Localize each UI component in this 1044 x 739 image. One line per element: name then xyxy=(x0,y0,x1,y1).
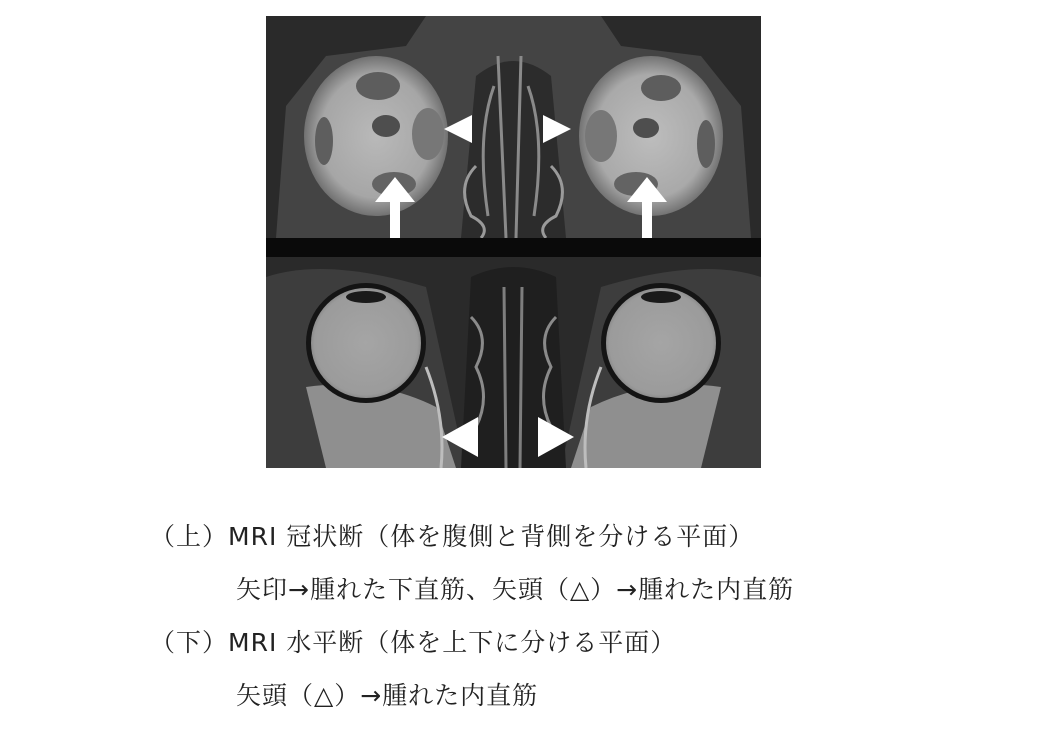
caption-line-axial-legend: 矢頭（△）→腫れた内直筋 xyxy=(236,681,539,710)
caption-line-coronal-legend: 矢印→腫れた下直筋、矢頭（△）→腫れた内直筋 xyxy=(236,575,795,604)
caption-line-axial: （下）MRI 水平断（体を上下に分ける平面） xyxy=(150,628,677,657)
caption-line-coronal: （上）MRI 冠状断（体を腹側と背側を分ける平面） xyxy=(150,522,755,551)
